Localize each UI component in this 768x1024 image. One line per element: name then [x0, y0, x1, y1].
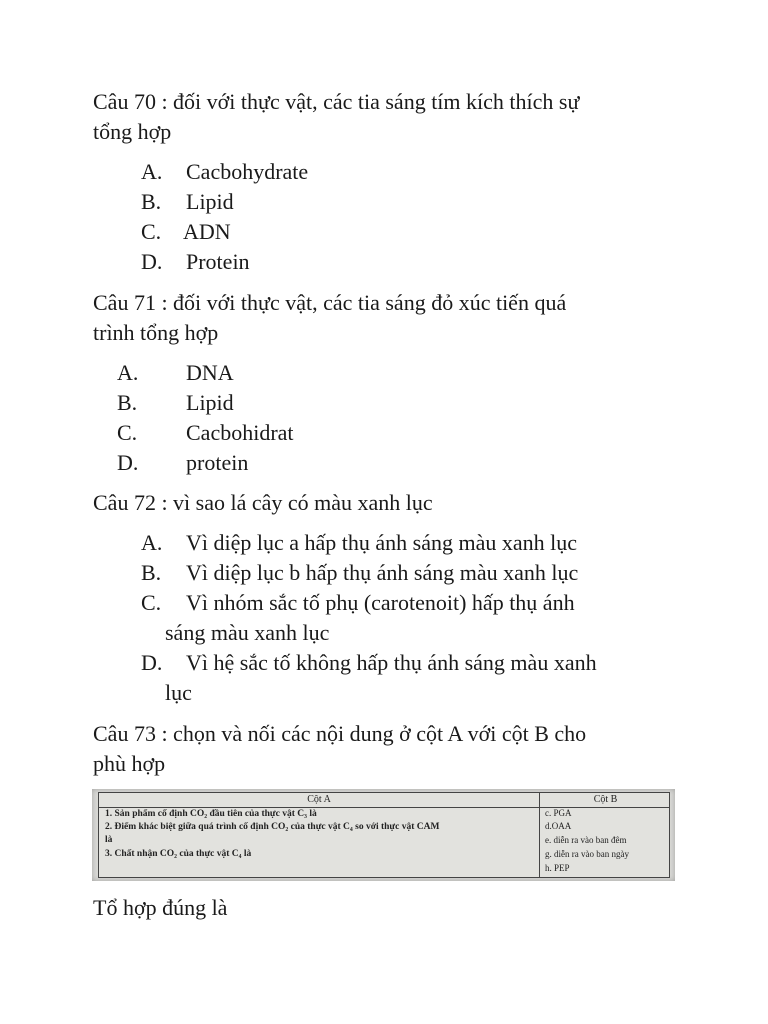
- question-73-text-cont: phù hợp: [93, 751, 166, 776]
- option-text: Protein: [186, 249, 250, 274]
- question-70-text: Câu 70 : đối với thực vật, các tia sáng tím kích thích sự: [93, 89, 580, 114]
- column-b-item: d.OAA: [545, 821, 572, 831]
- option-text: Lipid: [186, 189, 234, 214]
- option-letter: C.: [117, 420, 138, 445]
- option-text: Cacbohidrat: [186, 420, 294, 445]
- option-text: DNA: [186, 360, 234, 385]
- matching-table-image: [92, 789, 675, 881]
- option-letter: C.: [141, 219, 162, 244]
- option-letter: A.: [117, 360, 139, 385]
- column-b-item: c. PGA: [545, 808, 572, 818]
- option-text: Vì diệp lục a hấp thụ ánh sáng màu xanh lục: [186, 530, 578, 555]
- question-71-text: Câu 71 : đối với thực vật, các tia sáng đỏ xúc tiến quá: [93, 290, 567, 315]
- option-text-cont: sáng màu xanh lục: [165, 620, 330, 645]
- option-text: Cacbohydrate: [186, 159, 309, 184]
- option-letter: B.: [141, 189, 162, 214]
- question-72-text: Câu 72 : vì sao lá cây có màu xanh lục: [93, 490, 433, 515]
- column-b-item: e. diễn ra vào ban đêm: [545, 835, 627, 845]
- column-a-item: 2. Điểm khác biệt giữa quá trình cố định CO₂ của thực vật C₄ so với thực vật CAM: [105, 822, 440, 832]
- option-letter: A.: [141, 530, 163, 555]
- question-70-text-cont: tổng hợp: [93, 119, 172, 144]
- option-letter: B.: [141, 560, 162, 585]
- option-letter: C.: [141, 590, 162, 615]
- option-letter: D.: [117, 450, 139, 475]
- column-b-item: g. diễn ra vào ban ngày: [545, 849, 629, 859]
- column-b-item: h. PEP: [545, 863, 570, 873]
- option-letter: A.: [141, 159, 163, 184]
- option-text: Vì diệp lục b hấp thụ ánh sáng màu xanh lục: [186, 560, 579, 585]
- option-letter: B.: [117, 390, 138, 415]
- column-a-item: 1. Sản phẩm cố định CO₂ đầu tiên của thực vật C₃ là: [105, 809, 317, 819]
- option-letter: D.: [141, 650, 163, 675]
- question-73-text: Câu 73 : chọn và nối các nội dung ở cột A với cột B cho: [93, 721, 587, 746]
- option-text: protein: [186, 450, 249, 475]
- answer-prompt: Tổ hợp đúng là: [93, 895, 228, 920]
- option-text-cont: lục: [165, 680, 192, 705]
- option-letter: D.: [141, 249, 163, 274]
- column-b-header: Cột B: [593, 794, 618, 805]
- option-text: ADN: [183, 219, 231, 244]
- option-text: Vì hệ sắc tố không hấp thụ ánh sáng màu xanh: [186, 650, 597, 675]
- matching-table: [98, 792, 670, 878]
- option-text: Lipid: [186, 390, 234, 415]
- column-a-item: 3. Chất nhận CO₂ của thực vật C₄ là: [105, 849, 252, 859]
- question-71-text-cont: trình tổng hợp: [93, 320, 219, 345]
- column-a-header: Cột A: [307, 794, 331, 805]
- column-a-item: là: [105, 835, 113, 845]
- option-text: Vì nhóm sắc tố phụ (carotenoit) hấp thụ ánh: [186, 590, 575, 615]
